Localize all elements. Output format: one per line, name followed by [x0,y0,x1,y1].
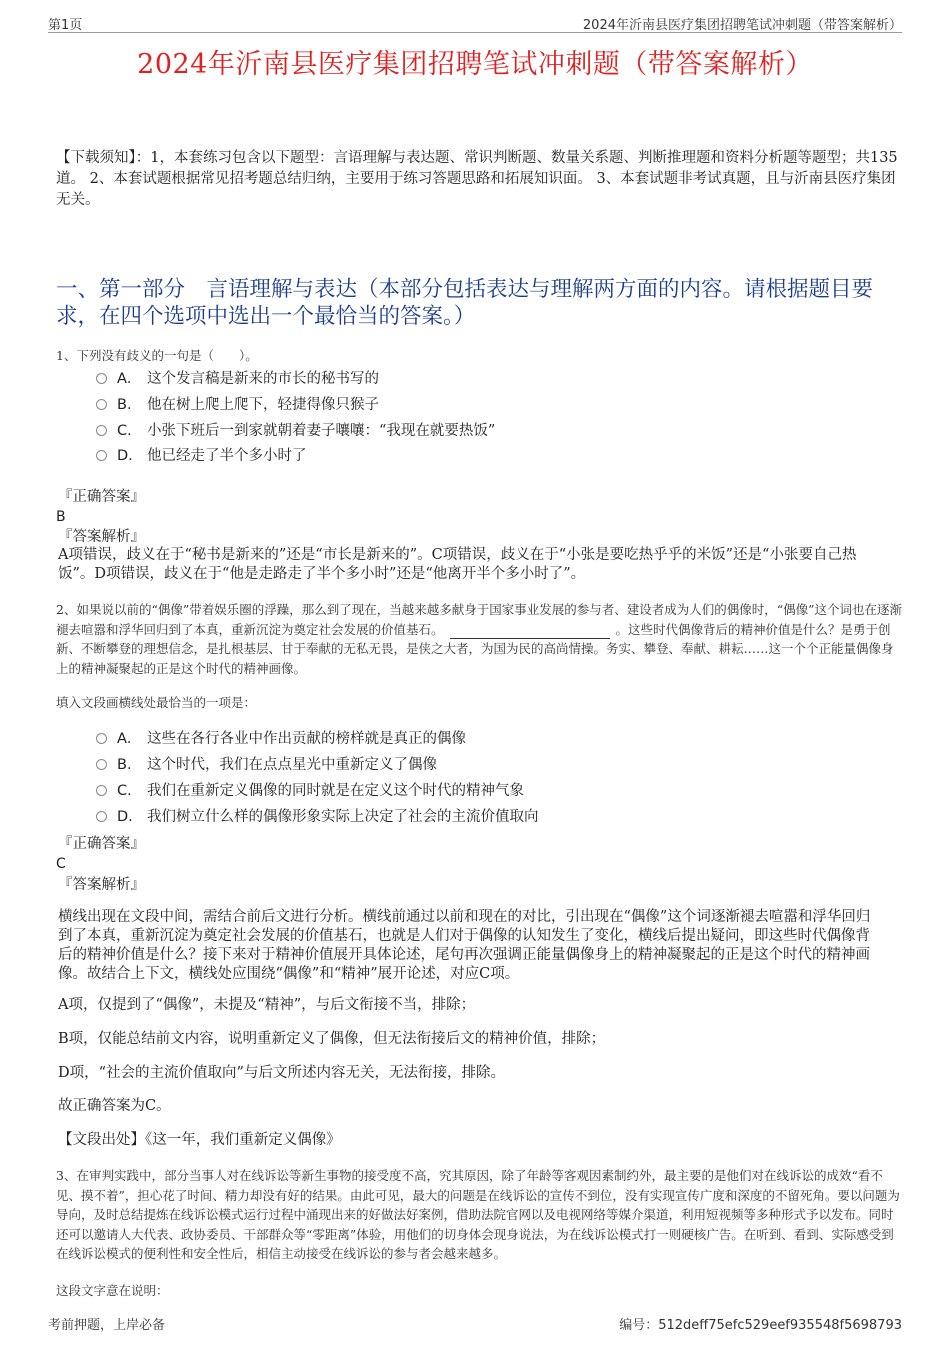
option-text: 这个发言稿是新来的市长的秘书写的 [147,371,379,387]
q1-correct-label: 『正确答案』 [58,489,145,505]
q1-stem: 1、下列没有歧义的一句是（ ）。 [56,348,258,363]
q2-prompt: 填入文段画横线处最恰当的一项是： [56,695,257,710]
footer-code: 编号：512deff75efc529eef935548f5698793 [619,1318,902,1333]
q2-stem [56,600,904,678]
header-doc-title: 2024年沂南县医疗集团招聘笔试冲刺题（带答案解析） [582,18,902,33]
q2-option-c[interactable] [96,781,524,801]
q2-analysis-b: B项，仅能总结前文内容，说明重新定义了偶像，但无法衔接后文的精神价值，排除； [58,1031,606,1047]
radio-icon[interactable] [96,733,107,744]
option-text: 我们在重新定义偶像的同时就是在定义这个时代的精神气象 [147,783,524,799]
section-heading: 一、第一部分 言语理解与表达（本部分包括表达与理解两方面的内容。请根据题目要求，在四个选项中选出一个最恰当的答案。） [56,277,874,329]
radio-icon[interactable] [96,785,107,796]
option-key: C. [117,783,132,799]
radio-icon[interactable] [96,399,107,410]
q2-option-b[interactable] [96,755,437,775]
q2-analysis-d: D项，“社会的主流价值取向”与后文所述内容无关，无法衔接，排除。 [58,1065,505,1081]
radio-icon[interactable] [96,450,107,461]
option-key: C. [117,423,132,439]
option-key: A． [117,731,142,747]
q1-option-d[interactable] [96,446,307,466]
q1-option-a[interactable] [96,369,379,389]
q2-correct-label: 『正确答案』 [58,836,145,852]
option-text: 我们树立什么样的偶像形象实际上决定了社会的主流价值取向 [147,809,539,825]
q2-option-a[interactable] [96,729,466,749]
radio-icon[interactable] [96,759,107,770]
option-key: D. [117,448,133,464]
option-text: 这些在各行各业中作出贡献的榜样就是真正的偶像 [147,731,466,747]
q2-conclusion: 故正确答案为C。 [58,1098,171,1114]
option-text: 这个时代，我们在点点星光中重新定义了偶像 [147,757,437,773]
download-notice: 【下载须知】：1，本套练习包含以下题型：言语理解与表达题、常识判断题、数量关系题、判断推理题和资料分析题等题型；共135道。 2、本套试题根据常见招考题总结归纳，主要用于练习答题思路和拓展知识面。 3、本套试题非考试真题，且与沂南县医疗集团无关。 [56,150,898,208]
option-text: 他已经走了半个多小时了 [147,448,307,464]
q1-analysis-label: 『答案解析』 [58,529,145,545]
q3-stem: 3、在审判实践中，部分当事人对在线诉讼等新生事物的接受度不高，究其原因，除了年龄等客观因素制约外，最主要的是他们对在线诉讼的成效“看不见、摸不着”，担心花了时间、精力却没有好的结果。由此可见，最大的问题是在线诉讼的宣传不到位，没有实现宣传广度和深度的不留死角。要以问题为导向，及时总结提炼在线诉讼模式运行过程中涌现出来的好做法好案例，借助法院官网以及电视网络等媒介渠道，利用短视频等多种形式予以发布。同时还可以邀请人大代表、政协委员、干部群众等“零距离”体验，用他们的切身体会现身说法，为在线诉讼模式打一则硬核广告。在听到、看到、实际感受到在线诉讼模式的便利性和安全性后，相信主动接受在线诉讼的参与者会越来越多。 [56,1168,900,1261]
page-number: 第1页 [48,18,83,33]
page-header [48,14,902,33]
answer-blank [450,626,610,639]
q1-option-c[interactable] [96,421,495,441]
q2-analysis: 横线出现在文段中间，需结合前后文进行分析。横线前通过以前和现在的对比，引出现在“偶像”这个词逐渐褪去喧嚣和浮华回归到了本真，重新沉淀为奠定社会发展的价值基石，也就是人们对于偶像的认知发生了变化，横线后提出疑问，即这些时代偶像背后的精神价值是什么？接下来对于精神价值展开具体论述，尾句再次强调正能量偶像身上的精神凝聚起的正是这个时代的精神画像。故结合上下文，横线处应围绕“偶像”和“精神”展开论述，对应C项。 [58,909,871,982]
option-text: 他在树上爬上爬下，轻捷得像只猴子 [147,397,379,413]
q2-answer: C [56,856,66,872]
q2-option-d[interactable] [96,807,539,827]
q2-analysis-label: 『答案解析』 [58,877,145,893]
option-key: B. [117,397,132,413]
footer-slogan: 考前押题，上岸必备 [48,1318,166,1333]
q2-source: 【文段出处】《这一年，我们重新定义偶像》 [58,1132,341,1148]
q1-analysis: A项错误，歧义在于“秘书是新来的”还是“市长是新来的”。C项错误，歧义在于“小张是要吃热乎乎的米饭”还是“小张要自己热饭”。D项错误，歧义在于“他是走路走了半个多小时”还是“他离开半个多小时了”。 [58,547,857,582]
radio-icon[interactable] [96,425,107,436]
option-text: 小张下班后一到家就朝着妻子嚷嚷：“我现在就要热饭” [147,423,496,439]
q1-option-b[interactable] [96,395,379,415]
q2-stem-part1: 2、如果说以前的“偶像”带着娱乐圈的浮躁，那么到了现在，当越来越多献身于国家事业发展的参与者、建设者成为人们的偶像时，“偶像”这个词也在逐渐褪去喧嚣和浮华回归到了本真，重新沉淀为奠定社会发展的价值基石。 [56,602,903,637]
q2-stem-part2: 。这些时代偶像背后的精神价值是什么？是勇于创新、不断攀登的理想信念，是扎根基层、甘于奉献的无私无畏，是侠之大者，为国为民的高尚情操。务实、攀登、奉献、耕耘……这一个个正能量偶像身上的精神凝聚起的正是这个时代的精神画像。 [56,621,894,676]
radio-icon[interactable] [96,373,107,384]
option-key: B. [117,757,132,773]
q3-prompt: 这段文字意在说明： [56,1283,169,1298]
q1-answer: B [56,509,66,525]
page-title: 2024年沂南县医疗集团招聘笔试冲刺题（带答案解析） [137,49,813,80]
option-key: A． [117,371,142,387]
radio-icon[interactable] [96,811,107,822]
option-key: D. [117,809,133,825]
q2-analysis-a: A项，仅提到了“偶像”，未提及“精神”，与后文衔接不当，排除； [58,997,476,1013]
